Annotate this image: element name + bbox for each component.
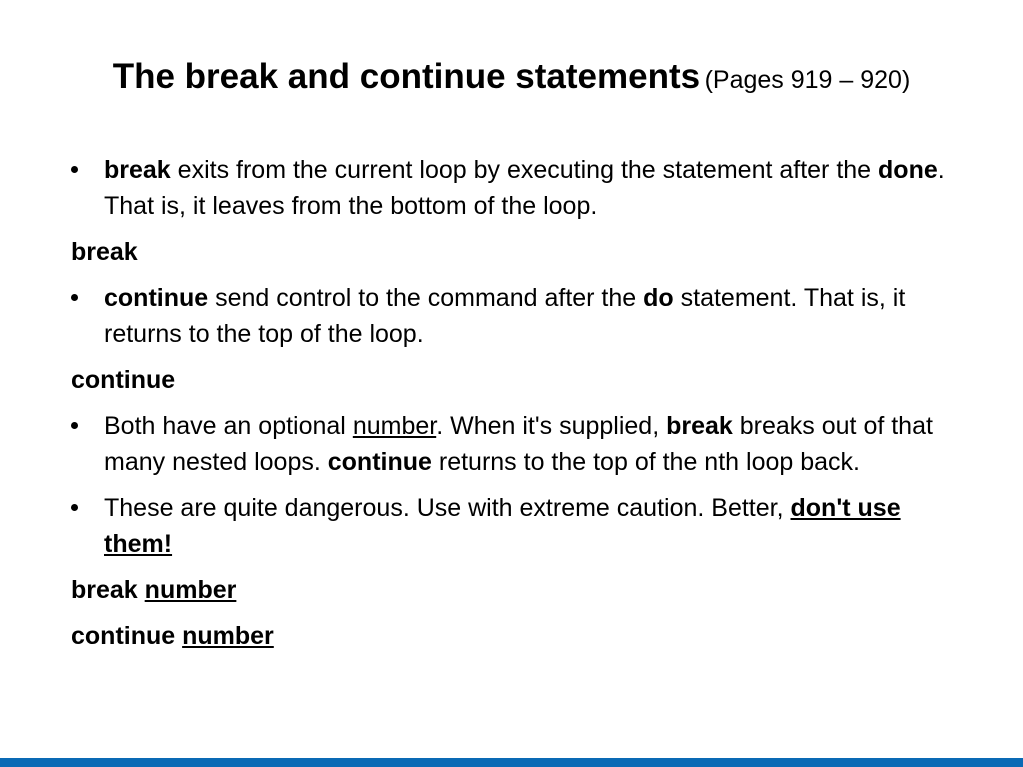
bullet-text: statement. That is, it returns to the top of the loop. [104, 284, 906, 348]
bullet-break-description [71, 152, 971, 224]
warning-text: don't use them! [104, 494, 901, 558]
command-continue-number [71, 618, 971, 654]
slide-title-main: The break and continue statements [112, 57, 701, 96]
bullet-continue-description [71, 280, 971, 352]
bullet-text: breaks out of that many nested loops. [104, 412, 933, 476]
bullet-text: send control to the command after the [208, 284, 644, 312]
bullet-dot-icon [71, 504, 78, 511]
bullet-dot-icon [71, 166, 78, 173]
keyword-break: break [666, 412, 733, 440]
bullet-dot-icon [71, 422, 78, 429]
command-break-number [71, 572, 971, 608]
bullet-caution [71, 490, 971, 562]
keyword-do: do [643, 284, 674, 312]
bullet-text: Both have an optional [104, 412, 353, 440]
bullet-text: returns to the top of the nth loop back. [431, 448, 860, 476]
bullet-text: These are quite dangerous. Use with extreme caution. Better, [104, 494, 791, 522]
command-break: break [71, 238, 138, 266]
bullet-dot-icon [71, 294, 78, 301]
keyword-break: break [104, 156, 171, 184]
keyword-continue: continue [104, 284, 209, 312]
slide-content [71, 152, 971, 664]
command-argument: number [182, 622, 274, 650]
bullet-text: . That is, it leaves from the bottom of the loop. [104, 156, 945, 220]
command-continue: continue [71, 366, 176, 394]
footer-accent-bar [0, 758, 1023, 767]
bullet-text: . When it's supplied, [436, 412, 667, 440]
keyword-done: done [878, 156, 938, 184]
bullet-text: exits from the current loop by executing the statement after the [170, 156, 879, 184]
command-keyword: break [71, 576, 145, 604]
command-argument: number [144, 576, 237, 604]
keyword-number: number [352, 412, 437, 440]
keyword-continue: continue [327, 448, 432, 476]
slide-title [40, 54, 983, 107]
slide-title-pages: (Pages 919 – 920) [704, 66, 911, 94]
command-keyword: continue [71, 622, 183, 650]
bullet-optional-number [71, 408, 971, 480]
